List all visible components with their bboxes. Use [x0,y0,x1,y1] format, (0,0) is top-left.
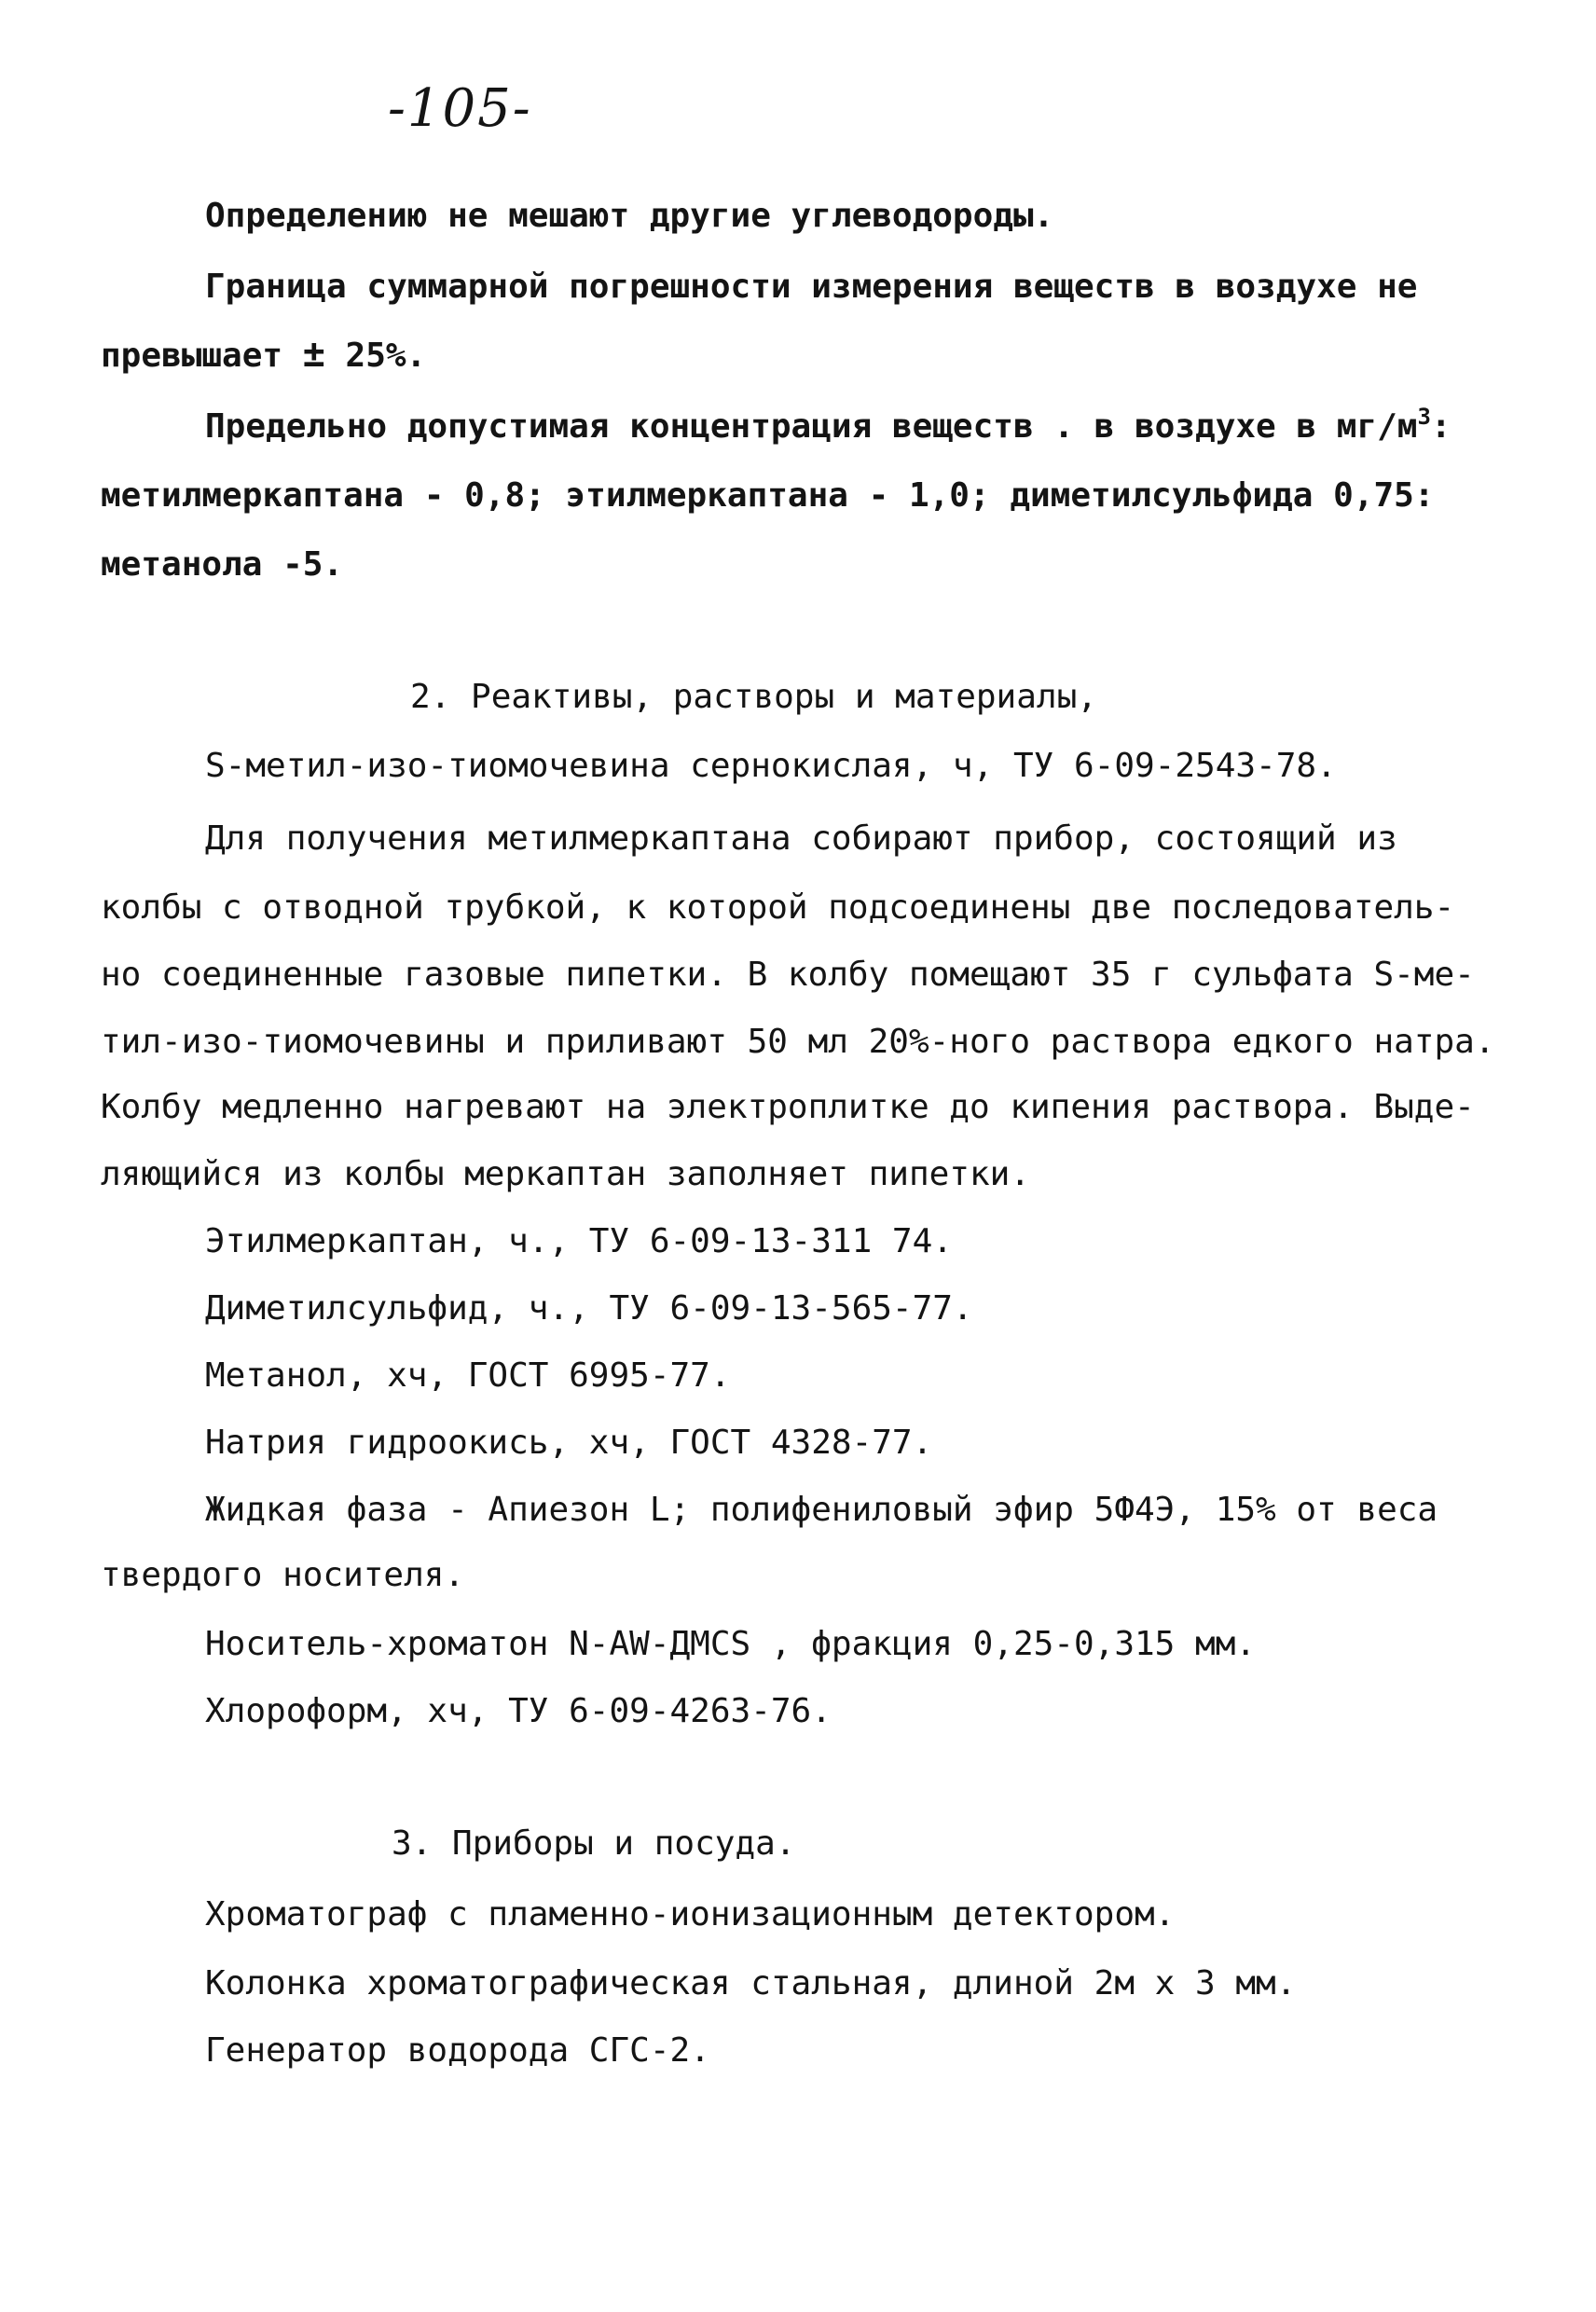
section-2-para-line-6: ляющийся из колбы меркаптан заполняет пипетки. [101,1155,1030,1193]
equipment-item-2: Колонка хроматографическая стальная, длиной 2м х 3 мм. [205,1964,1297,2002]
intro-line-4 [205,404,1452,446]
section-2-para-line-4: тил-изо-тиомочевины и приливают 50 мл 20%-ного раствора едкого натра. [101,1023,1495,1061]
section-2-para-line-2: колбы с отводной трубкой, к которой подсоединены две последователь- [101,888,1455,927]
plus-minus-sign: ± [302,333,325,376]
intro-line-4-superscript: 3 [1417,404,1431,430]
intro-line-3-prefix: превышает [101,337,303,375]
chloroform-line: Хлороформ, хч, ТУ 6-09-4263-76. [205,1692,832,1730]
page-number: -105- [388,78,532,139]
intro-line-1: Определению не мешают другие углеводороды. [205,197,1054,235]
section-2-para-line-1: Для получения метилмеркаптана собирают прибор, состоящий из [205,819,1397,858]
carrier-line: Носитель-хроматон N-AW-ДМСS , фракция 0,25-0,315 мм. [205,1625,1257,1663]
section-2-para-line-5: Колбу медленно нагревают на электроплитке до кипения раствора. Выде- [101,1088,1475,1126]
intro-line-4-prefix: Предельно допустимая концентрация веществ . в воздухе в мг/м [205,407,1418,446]
section-2-line-1: S-метил-изо-тиомочевина сернокислая, ч, ТУ 6-09-2543-78. [205,747,1337,785]
intro-line-3-value: 25%. [324,337,427,375]
reagent-item-1: Этилмеркаптан, ч., ТУ 6-09-13-311 74. [205,1222,953,1260]
liquid-phase-line-1: Жидкая фаза - Апиезон L; полифениловый эфир 5Ф4Э, 15% от веса [205,1491,1438,1529]
reagent-item-3: Метанол, хч, ГОСТ 6995-77. [205,1356,731,1395]
intro-line-3 [101,333,427,376]
intro-line-5: метилмеркаптана - 0,8; этилмеркаптана - 1,0; диметилсульфида 0,75: [101,476,1435,515]
equipment-item-1: Хроматограф с пламенно-ионизационным детектором. [205,1895,1176,1934]
equipment-item-3: Генератор водорода СГС-2. [205,2031,710,2070]
reagent-item-4: Натрия гидроокись, хч, ГОСТ 4328-77. [205,1424,933,1462]
section-3-heading: 3. Приборы и посуда. [392,1824,796,1863]
reagent-item-2: Диметилсульфид, ч., ТУ 6-09-13-565-77. [205,1289,973,1328]
intro-line-4-suffix: : [1430,407,1452,446]
intro-line-2: Граница суммарной погрешности измерения веществ в воздухе не [205,268,1418,306]
section-2-heading: 2. Реактивы, растворы и материалы, [410,678,1097,716]
intro-line-6: метанола -5. [101,545,344,584]
liquid-phase-line-2: твердого носителя. [101,1556,465,1594]
section-2-para-line-3: но соединенные газовые пипетки. В колбу помещают 35 г сульфата S-ме- [101,956,1475,994]
